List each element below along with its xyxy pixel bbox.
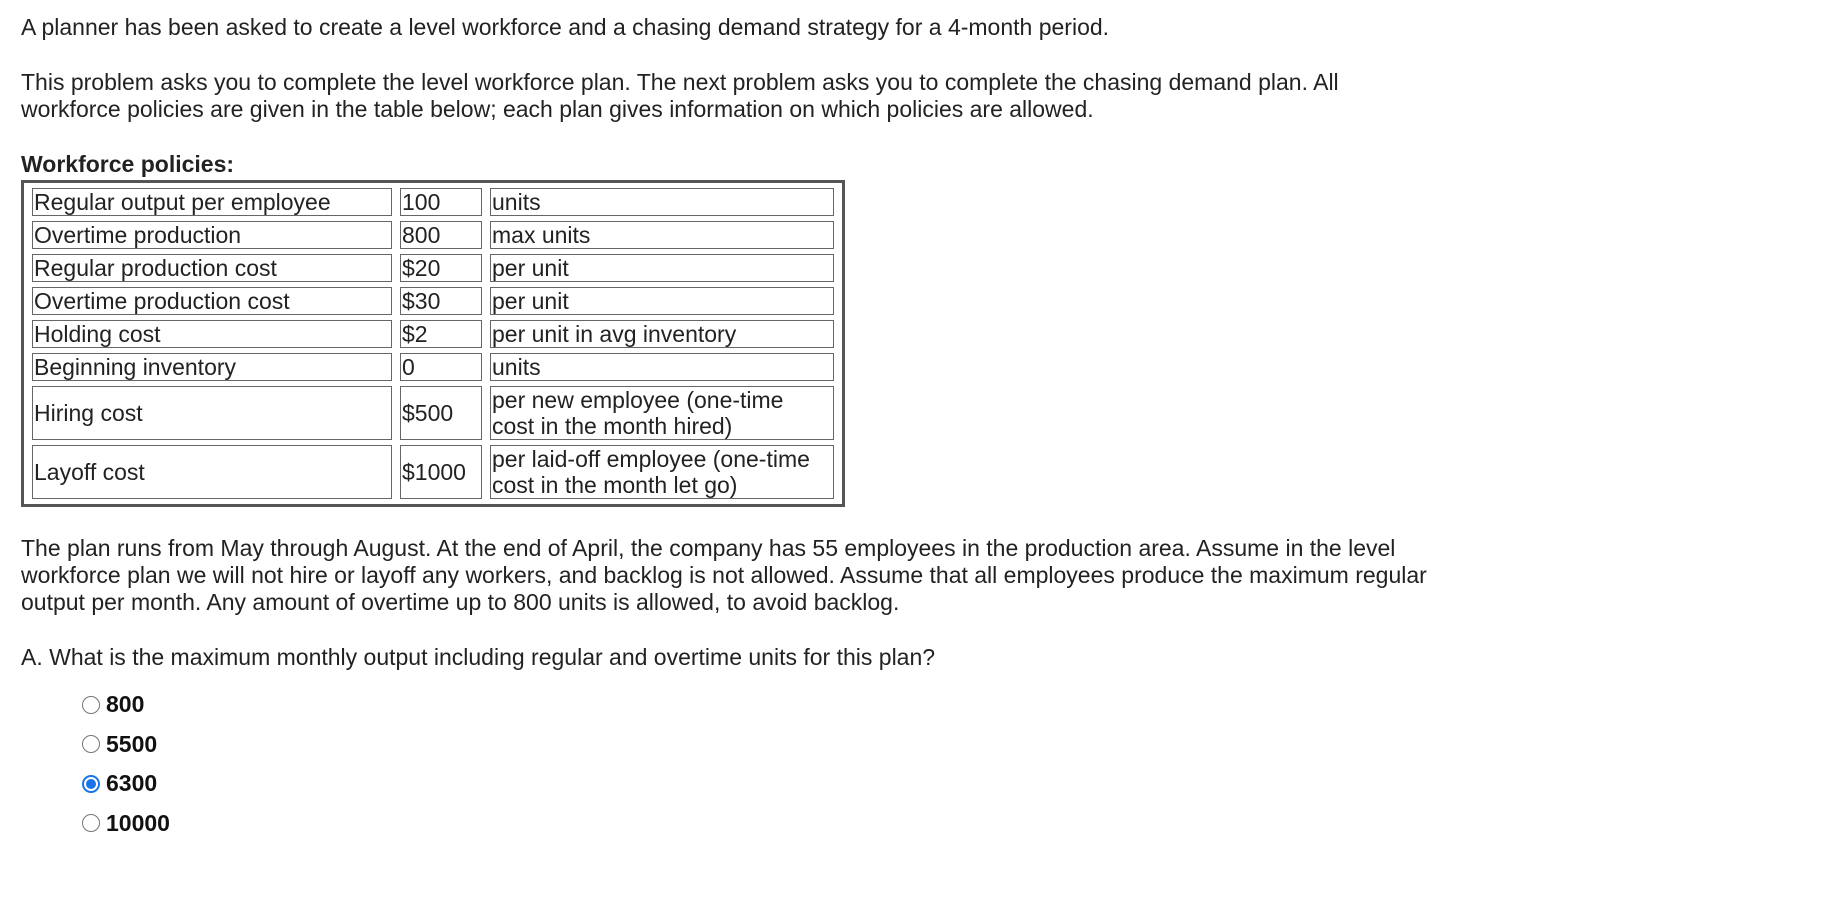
table-row bbox=[32, 188, 834, 216]
policy-value: $20 bbox=[400, 254, 482, 282]
policy-unit: per unit bbox=[490, 254, 834, 282]
question-text: A. What is the maximum monthly output including regular and overtime units for this plan? bbox=[21, 644, 936, 670]
plan-text: The plan runs from May through August. At the end of April, the company has 55 employees in the production area. Assume in the level workforce plan we will not hire or layoff any workers, and backlog is not allowed. Assume that all employees produce the maximum regular output per month. Any amount of overtime up to 800 units is allowed, to avoid backlog. bbox=[21, 535, 1427, 615]
policy-unit: per unit in avg inventory bbox=[490, 320, 834, 348]
answer-option-6300[interactable] bbox=[82, 764, 1441, 804]
table-row bbox=[32, 386, 834, 440]
policy-value: $1000 bbox=[400, 445, 482, 499]
answer-option-800[interactable] bbox=[82, 685, 1441, 725]
radio-button[interactable] bbox=[82, 775, 100, 793]
table-row bbox=[32, 254, 834, 282]
table-row bbox=[32, 320, 834, 348]
policy-name: Holding cost bbox=[32, 320, 392, 348]
policies-title: Workforce policies: bbox=[21, 151, 235, 177]
answer-option-10000[interactable] bbox=[82, 804, 1441, 844]
option-label: 10000 bbox=[106, 809, 170, 836]
policy-value: $2 bbox=[400, 320, 482, 348]
policy-unit: max units bbox=[490, 221, 834, 249]
policy-value: 0 bbox=[400, 353, 482, 381]
table-row bbox=[32, 353, 834, 381]
radio-button[interactable] bbox=[82, 696, 100, 714]
table-row bbox=[32, 445, 834, 499]
policy-unit: per unit bbox=[490, 287, 834, 315]
description-text: This problem asks you to complete the level workforce plan. The next problem asks you to complete the chasing demand plan. All workforce policies are given in the table below; each plan gives information on which policies are allowed. bbox=[21, 69, 1339, 122]
table-row bbox=[32, 221, 834, 249]
policy-name: Hiring cost bbox=[32, 386, 392, 440]
policy-name: Overtime production bbox=[32, 221, 392, 249]
workforce-policies-table bbox=[21, 180, 845, 507]
radio-button[interactable] bbox=[82, 814, 100, 832]
policy-value: 800 bbox=[400, 221, 482, 249]
option-label: 5500 bbox=[106, 730, 158, 757]
option-label: 800 bbox=[106, 691, 145, 718]
policy-name: Beginning inventory bbox=[32, 353, 392, 381]
answer-options bbox=[82, 685, 1441, 843]
table-row bbox=[32, 287, 834, 315]
policy-value: 100 bbox=[400, 188, 482, 216]
intro-text: A planner has been asked to create a level workforce and a chasing demand strategy for a 4-month period. bbox=[21, 14, 1110, 40]
policy-unit: per new employee (one-time cost in the month hired) bbox=[490, 386, 834, 440]
policy-value: $500 bbox=[400, 386, 482, 440]
option-label: 6300 bbox=[106, 770, 158, 797]
answer-option-5500[interactable] bbox=[82, 725, 1441, 765]
policy-unit: units bbox=[490, 353, 834, 381]
policy-unit: units bbox=[490, 188, 834, 216]
policy-name: Overtime production cost bbox=[32, 287, 392, 315]
policy-name: Regular production cost bbox=[32, 254, 392, 282]
policy-name: Layoff cost bbox=[32, 445, 392, 499]
radio-button[interactable] bbox=[82, 735, 100, 753]
policy-value: $30 bbox=[400, 287, 482, 315]
policy-unit: per laid-off employee (one-time cost in the month let go) bbox=[490, 445, 834, 499]
policy-name: Regular output per employee bbox=[32, 188, 392, 216]
